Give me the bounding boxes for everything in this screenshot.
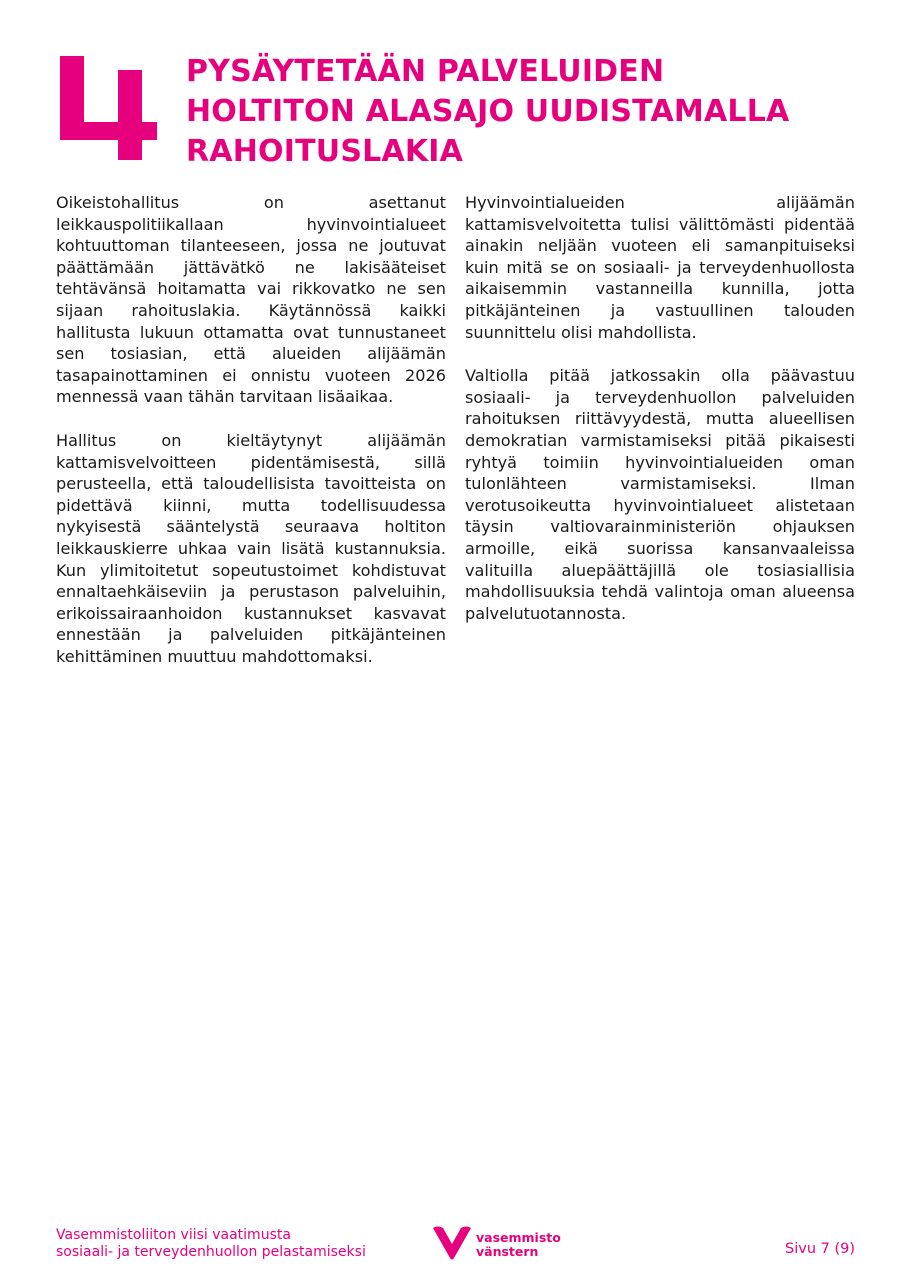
body-paragraph: Valtiolla pitää jatkossakin olla päävastuu sosiaali- ja terveydenhuollon palveluiden rahoituksen riittävyydestä, mutta alueellisen demokratian varmistamiseksi pitää pikaisesti ryhtyä toimiin hyvinvointialueiden oman tulonlähteen varmistamiseksi. Ilman verotusoikeutta hyvinvointialueet alistetaan täysin valtiovarainministeriön ohjauksen armoille, eikä suorissa kansanvaaleissa valituilla aluepäättäjillä ole tosiasiallisia mahdollisuuksia tehdä valintoja oman alueensa palvelutuotannosta. [465, 366, 855, 623]
body-paragraph: Hyvinvointialueiden alijäämän kattamisvelvoitetta tulisi välittömästi pidentää ainakin neljään vuoteen eli samanpituiseksi kuin mitä se on sosiaali- ja terveydenhuollosta aikaisemmin vastanneilla kunnilla, jotta pitkäjänteinen ja vastuullinen talouden suunnittelu olisi mahdollista. [465, 193, 855, 342]
heading-line: RAHOITUSLAKIA [186, 134, 464, 169]
vasemmisto-v-heart-logo-icon [432, 1226, 472, 1260]
right-column [465, 192, 855, 646]
section-number-four-icon [60, 56, 157, 160]
logo-wordmark [476, 1231, 561, 1259]
party-logo [432, 1226, 582, 1262]
body-paragraph: Hallitus on kieltäytynyt alijäämän kattamisvelvoitteen pidentämisestä, sillä perusteella, että taloudellisista tavoitteista on pidettävä kiinni, mutta todellisuudessa nykyisestä sääntelystä seuraava holtiton leikkauskierre uhkaa vain lisätä kustannuksia. Kun ylimitoitetut sopeutustoimet kohdistuvat ennaltaehkäiseviin ja perustason palveluihin, erikoissairaanhoidon kustannukset kasvavat ennestään ja palveluiden pitkäjänteinen kehittäminen muuttuu mahdottomaksi. [56, 430, 446, 666]
footer-title-line: Vasemmistoliiton viisi vaatimusta [56, 1227, 291, 1243]
heading-line: HOLTITON ALASAJO UUDISTAMALLA [186, 94, 790, 129]
logo-text-line: vänstern [476, 1244, 539, 1259]
footer-title [56, 1227, 366, 1261]
footer-title-line: sosiaali- ja terveydenhuollon pelastamiseksi [56, 1244, 366, 1260]
section-heading [186, 52, 886, 172]
left-column [56, 192, 446, 689]
heading-line: PYSÄYTETÄÄN PALVELUIDEN [186, 54, 665, 89]
logo-text-line: vasemmisto [476, 1230, 561, 1245]
page-number: Sivu 7 (9) [785, 1241, 855, 1257]
body-paragraph: Oikeistohallitus on asettanut leikkauspolitiikallaan hyvinvointialueet kohtuuttoman tilanteeseen, jossa ne joutuvat päättämään jättävätkö ne lakisääteiset tehtävänsä hoitamatta vai rikkovatko ne sen sijaan rahoituslakia. Käytännössä kaikki hallitusta lukuun ottamatta ovat tunnustaneet sen tosiasian, että alueiden alijäämän tasapainottaminen ei onnistu vuoteen 2026 mennessä vaan tähän tarvitaan lisäaikaa. [56, 193, 446, 407]
